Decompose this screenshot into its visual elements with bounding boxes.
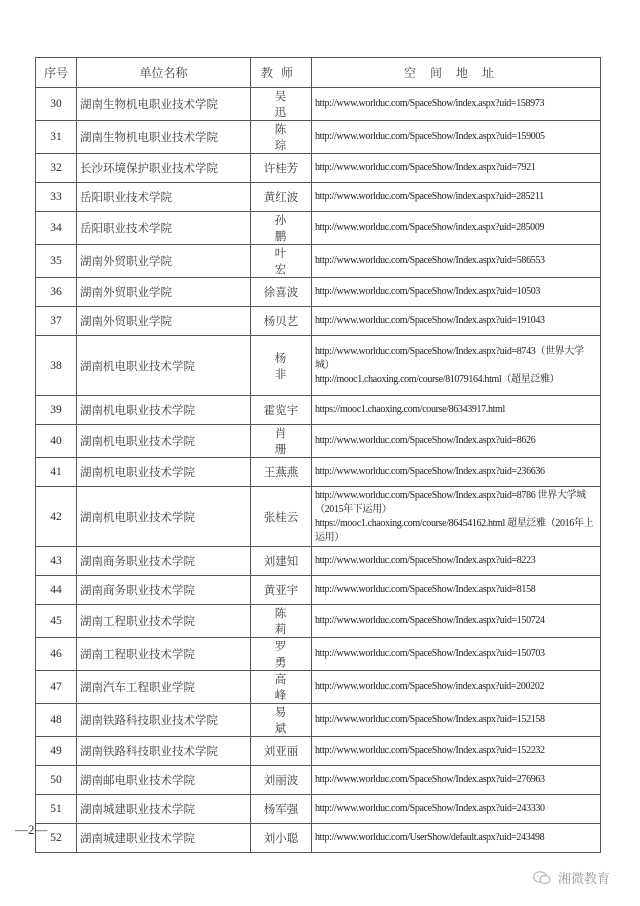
teacher-cell: 高峰	[251, 671, 312, 704]
address-cell	[312, 212, 601, 245]
address-cell	[312, 307, 601, 336]
teacher-cell: 王燕燕	[251, 458, 312, 487]
table-row	[36, 396, 601, 425]
space-url-link[interactable]: http://www.worlduc.com/SpaceShow/Index.aspx?uid=8158	[315, 584, 536, 595]
seq-cell: 36	[36, 278, 77, 307]
table-row	[36, 278, 601, 307]
teacher-cell: 肖珊	[251, 425, 312, 458]
space-url-link[interactable]: http://www.worlduc.com/SpaceShow/Index.aspx?uid=150703	[315, 648, 545, 659]
teacher-cell: 黄亚宇	[251, 576, 312, 605]
space-url-link[interactable]: http://www.worlduc.com/SpaceShow/Index.aspx?uid=150724	[315, 615, 545, 626]
address-cell	[312, 795, 601, 824]
table-row	[36, 487, 601, 547]
space-url-link[interactable]: http://www.worlduc.com/SpaceShow/index.aspx?uid=200202	[315, 681, 545, 692]
table-row	[36, 307, 601, 336]
address-cell	[312, 824, 601, 853]
seq-cell: 48	[36, 704, 77, 737]
seq-cell: 32	[36, 154, 77, 183]
teacher-cell: 霍览宇	[251, 396, 312, 425]
header-teacher: 教师	[251, 58, 312, 88]
table-row	[36, 795, 601, 824]
teacher-cell: 刘小聪	[251, 824, 312, 853]
table-row	[36, 121, 601, 154]
unit-cell: 湖南工程职业技术学院	[77, 605, 251, 638]
address-cell	[312, 245, 601, 278]
unit-cell: 湖南机电职业技术学院	[77, 425, 251, 458]
table-row	[36, 737, 601, 766]
teacher-space-table	[35, 57, 601, 853]
space-url-link[interactable]: http://www.worlduc.com/SpaceShow/Index.aspx?uid=152232	[315, 745, 545, 756]
teacher-cell: 张桂云	[251, 487, 312, 547]
unit-cell: 湖南外贸职业学院	[77, 307, 251, 336]
unit-cell: 湖南生物机电职业技术学院	[77, 88, 251, 121]
space-url-link[interactable]: http://www.worlduc.com/SpaceShow/Index.aspx?uid=8626	[315, 435, 536, 446]
unit-cell: 岳阳职业技术学院	[77, 183, 251, 212]
unit-cell: 湖南外贸职业学院	[77, 245, 251, 278]
teacher-cell: 陈琮	[251, 121, 312, 154]
space-url-link[interactable]: http://www.worlduc.com/SpaceShow/Index.aspx?uid=159005	[315, 131, 545, 142]
table-row	[36, 766, 601, 795]
unit-cell: 湖南机电职业技术学院	[77, 336, 251, 396]
table-row	[36, 671, 601, 704]
space-url-link[interactable]: http://www.worlduc.com/SpaceShow/Index.aspx?uid=8786 世界大学城（2015年下运用）	[315, 489, 586, 515]
table-row	[36, 336, 601, 396]
table-row	[36, 605, 601, 638]
space-url-link[interactable]: http://www.worlduc.com/SpaceShow/index.aspx?uid=285211	[315, 191, 544, 202]
seq-cell: 37	[36, 307, 77, 336]
seq-cell: 45	[36, 605, 77, 638]
seq-cell: 50	[36, 766, 77, 795]
address-cell	[312, 638, 601, 671]
unit-cell: 湖南邮电职业技术学院	[77, 766, 251, 795]
unit-cell: 湖南生物机电职业技术学院	[77, 121, 251, 154]
seq-cell: 42	[36, 487, 77, 547]
seq-cell: 46	[36, 638, 77, 671]
space-url-link[interactable]: http://www.worlduc.com/SpaceShow/Index.aspx?uid=276963	[315, 774, 545, 785]
table-row	[36, 154, 601, 183]
table-row	[36, 245, 601, 278]
seq-cell: 51	[36, 795, 77, 824]
teacher-cell: 叶宏	[251, 245, 312, 278]
teacher-cell: 刘建知	[251, 547, 312, 576]
seq-cell: 41	[36, 458, 77, 487]
address-cell	[312, 547, 601, 576]
teacher-cell: 徐喜波	[251, 278, 312, 307]
watermark	[532, 868, 610, 887]
teacher-cell: 黄红波	[251, 183, 312, 212]
unit-cell: 湖南铁路科技职业技术学院	[77, 737, 251, 766]
unit-cell: 湖南商务职业技术学院	[77, 576, 251, 605]
space-url-link[interactable]: http://www.worlduc.com/SpaceShow/Index.aspx?uid=243330	[315, 803, 545, 814]
seq-cell: 40	[36, 425, 77, 458]
space-url-link[interactable]: http://mooc1.chaoxing.com/course/81079164.html（超星泛雅）	[315, 373, 560, 385]
table-row	[36, 704, 601, 737]
table-row	[36, 547, 601, 576]
unit-cell: 湖南机电职业技术学院	[77, 396, 251, 425]
header-address: 空间地址	[312, 58, 601, 88]
address-cell	[312, 576, 601, 605]
teacher-cell: 杨贝艺	[251, 307, 312, 336]
seq-cell: 33	[36, 183, 77, 212]
space-url-link[interactable]: http://www.worlduc.com/SpaceShow/Index.aspx?uid=152158	[315, 714, 545, 725]
unit-cell: 湖南商务职业技术学院	[77, 547, 251, 576]
address-cell	[312, 425, 601, 458]
address-cell	[312, 605, 601, 638]
table-row	[36, 576, 601, 605]
seq-cell: 30	[36, 88, 77, 121]
teacher-cell: 刘丽波	[251, 766, 312, 795]
table-row	[36, 88, 601, 121]
header-unit: 单位名称	[77, 58, 251, 88]
address-cell	[312, 671, 601, 704]
seq-cell: 52	[36, 824, 77, 853]
teacher-cell: 罗勇	[251, 638, 312, 671]
table-row	[36, 425, 601, 458]
space-url-link[interactable]: https://mooc1.chaoxing.com/course/86454162.html 超星泛雅（2016年上运用）	[315, 517, 594, 543]
address-cell	[312, 458, 601, 487]
address-cell	[312, 396, 601, 425]
seq-cell: 39	[36, 396, 77, 425]
space-url-link[interactable]: http://www.worlduc.com/SpaceShow/index.aspx?uid=158973	[315, 98, 545, 109]
unit-cell: 湖南工程职业技术学院	[77, 638, 251, 671]
space-url-link[interactable]: http://www.worlduc.com/UserShow/default.aspx?uid=243498	[315, 832, 545, 843]
space-url-link[interactable]: https://mooc1.chaoxing.com/course/86343917.html	[315, 404, 505, 415]
address-cell	[312, 737, 601, 766]
seq-cell: 43	[36, 547, 77, 576]
unit-cell: 湖南机电职业技术学院	[77, 458, 251, 487]
teacher-cell: 易斌	[251, 704, 312, 737]
page-number: —2—	[15, 822, 48, 837]
space-url-link[interactable]: http://www.worlduc.com/SpaceShow/Index.aspx?uid=7921	[315, 162, 536, 173]
unit-cell: 湖南铁路科技职业技术学院	[77, 704, 251, 737]
wechat-icon	[532, 870, 552, 886]
table-row	[36, 824, 601, 853]
unit-cell: 湖南城建职业技术学院	[77, 824, 251, 853]
address-cell	[312, 766, 601, 795]
space-url-link[interactable]: http://www.worlduc.com/SpaceShow/Index.aspx?uid=8223	[315, 555, 536, 566]
unit-cell: 湖南城建职业技术学院	[77, 795, 251, 824]
seq-cell: 31	[36, 121, 77, 154]
header-seq: 序号	[36, 58, 77, 88]
unit-cell: 湖南汽车工程职业学院	[77, 671, 251, 704]
seq-cell: 35	[36, 245, 77, 278]
table-row	[36, 458, 601, 487]
table-row	[36, 638, 601, 671]
seq-cell: 47	[36, 671, 77, 704]
space-url-link[interactable]: http://www.worlduc.com/SpaceShow/index.aspx?uid=285009	[315, 222, 545, 233]
address-cell	[312, 121, 601, 154]
table-row	[36, 212, 601, 245]
space-url-link[interactable]: http://www.worlduc.com/SpaceShow/Index.aspx?uid=191043	[315, 315, 545, 326]
table-row	[36, 183, 601, 212]
address-cell	[312, 278, 601, 307]
unit-cell: 湖南外贸职业学院	[77, 278, 251, 307]
address-cell	[312, 704, 601, 737]
teacher-cell: 许桂芳	[251, 154, 312, 183]
space-url-link[interactable]: http://www.worlduc.com/SpaceShow/Index.aspx?uid=8743（世界大学城）	[315, 345, 584, 371]
seq-cell: 44	[36, 576, 77, 605]
teacher-cell: 孙鹏	[251, 212, 312, 245]
address-cell	[312, 183, 601, 212]
address-cell	[312, 88, 601, 121]
address-cell	[312, 154, 601, 183]
seq-cell: 49	[36, 737, 77, 766]
address-cell	[312, 336, 601, 396]
unit-cell: 岳阳职业技术学院	[77, 212, 251, 245]
teacher-cell: 陈莉	[251, 605, 312, 638]
address-cell	[312, 487, 601, 547]
teacher-cell: 刘亚丽	[251, 737, 312, 766]
seq-cell: 34	[36, 212, 77, 245]
seq-cell: 38	[36, 336, 77, 396]
unit-cell: 湖南机电职业技术学院	[77, 487, 251, 547]
teacher-cell: 杨军强	[251, 795, 312, 824]
space-url-link[interactable]: http://www.worlduc.com/SpaceShow/Index.aspx?uid=10503	[315, 286, 541, 297]
unit-cell: 长沙环境保护职业技术学院	[77, 154, 251, 183]
table-header-row	[36, 58, 601, 88]
space-url-link[interactable]: http://www.worlduc.com/SpaceShow/Index.aspx?uid=236636	[315, 466, 545, 477]
space-url-link[interactable]: http://www.worlduc.com/SpaceShow/Index.aspx?uid=586553	[315, 255, 545, 266]
teacher-cell: 杨非	[251, 336, 312, 396]
teacher-cell: 吴迅	[251, 88, 312, 121]
watermark-label: 湘微教育	[558, 872, 611, 887]
